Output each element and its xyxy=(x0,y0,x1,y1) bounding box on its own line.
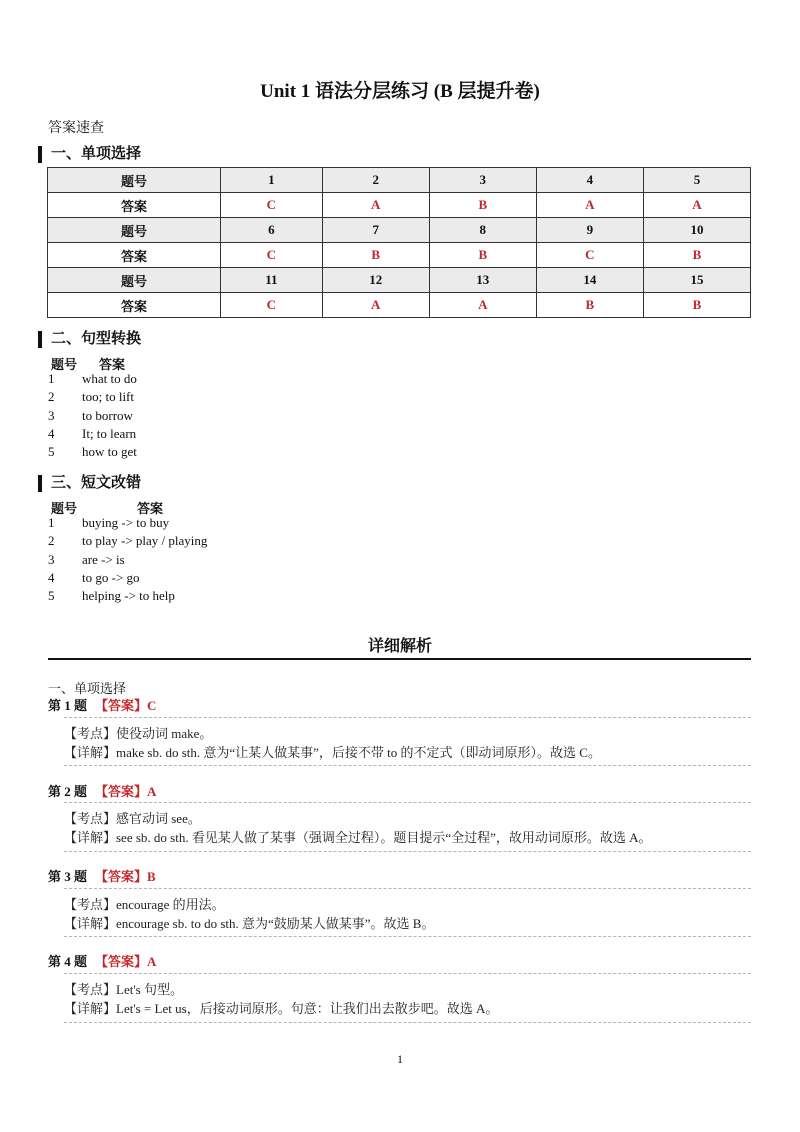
list-item xyxy=(48,443,137,461)
list-item xyxy=(48,388,137,406)
section-heading-error-correction: 三、短文改错 xyxy=(38,475,141,492)
question-point: 【考点】使役动词 make。 xyxy=(64,726,213,741)
answer-cell: C xyxy=(221,243,323,268)
table-row xyxy=(48,168,751,193)
question-explanation: 【详解】Let's = Let us，后接动词原形。句意：让我们出去散步吧。故选 A。 xyxy=(64,1001,499,1016)
list-item xyxy=(48,514,207,532)
question-number-cell: 5 xyxy=(643,168,750,193)
question-number-cell: 15 xyxy=(643,268,750,293)
question-explanation: 【详解】see sb. do sth. 看见某人做了某事（强调全过程）。题目提示“全过程”，故用动词原形。故选 A。 xyxy=(64,830,652,845)
answer-cell: B xyxy=(643,243,750,268)
detailed-explanation-title: 详细解析 xyxy=(367,638,432,655)
table-row xyxy=(48,268,751,293)
question-number-label: 题号 xyxy=(48,268,221,293)
answer-cell: A xyxy=(322,293,429,318)
answer-label: 答案 xyxy=(48,243,221,268)
table-row xyxy=(48,218,751,243)
dashed-divider xyxy=(64,936,751,937)
answer-cell: A xyxy=(643,193,750,218)
question-answer: 【答案】B xyxy=(95,869,156,884)
answer-cell: B xyxy=(429,243,536,268)
dashed-divider xyxy=(64,802,751,803)
item-answer: are -> is xyxy=(82,551,125,567)
list-item xyxy=(48,407,137,425)
item-number: 3 xyxy=(48,407,55,423)
question-answer: 【答案】A xyxy=(95,784,157,799)
error-correction-list xyxy=(48,514,207,605)
item-answer: to play -> play / playing xyxy=(82,533,208,549)
item-number: 3 xyxy=(48,551,55,567)
list-item xyxy=(48,370,137,388)
item-answer: helping -> to help xyxy=(82,588,175,604)
table-row xyxy=(48,193,751,218)
question-number-cell: 14 xyxy=(536,268,643,293)
dashed-divider xyxy=(64,717,751,718)
question-label: 第 1 题 xyxy=(48,698,88,713)
dashed-divider xyxy=(64,973,751,974)
question-point: 【考点】感官动词 see。 xyxy=(64,811,201,826)
question-number-cell: 7 xyxy=(322,218,429,243)
question-number-cell: 12 xyxy=(322,268,429,293)
answer-quick-check-label: 答案速查 xyxy=(48,121,104,136)
dashed-divider xyxy=(64,1022,751,1023)
question-heading xyxy=(48,951,156,970)
page-number: 1 xyxy=(397,1052,403,1066)
table-row xyxy=(48,293,751,318)
section-heading-multiple-choice: 一、单项选择 xyxy=(38,146,141,163)
table-row xyxy=(48,243,751,268)
item-answer: to borrow xyxy=(82,407,133,423)
question-label: 第 4 题 xyxy=(48,954,88,969)
item-answer: too; to lift xyxy=(82,389,134,405)
answer-label: 答案 xyxy=(48,193,221,218)
question-number-cell: 11 xyxy=(221,268,323,293)
question-point: 【考点】Let's 句型。 xyxy=(64,982,183,997)
question-label: 第 2 题 xyxy=(48,784,88,799)
answer-cell: C xyxy=(536,243,643,268)
column-header-answer: 答案 xyxy=(137,501,164,516)
question-heading xyxy=(48,866,156,885)
question-heading xyxy=(48,695,156,714)
divider xyxy=(48,658,751,660)
item-number: 4 xyxy=(48,425,55,441)
item-answer: what to do xyxy=(82,371,137,386)
item-answer: It; to learn xyxy=(82,425,137,441)
answer-cell: B xyxy=(643,293,750,318)
question-heading xyxy=(48,781,156,800)
list-item xyxy=(48,532,207,550)
list-item xyxy=(48,425,137,443)
item-number: 5 xyxy=(48,444,55,460)
item-answer: buying -> to buy xyxy=(82,515,170,530)
column-header-answer: 答案 xyxy=(99,357,126,372)
item-number: 5 xyxy=(48,588,55,604)
question-number-label: 题号 xyxy=(48,218,221,243)
question-number-cell: 1 xyxy=(221,168,323,193)
answer-cell: A xyxy=(429,293,536,318)
item-answer: to go -> go xyxy=(82,569,140,585)
answer-cell: C xyxy=(221,193,323,218)
list-item xyxy=(48,587,207,605)
question-number-cell: 3 xyxy=(429,168,536,193)
question-number-cell: 4 xyxy=(536,168,643,193)
list-item xyxy=(48,551,207,569)
page-title: Unit 1 语法分层练习 (B 层提升卷) xyxy=(260,81,540,102)
question-explanation: 【详解】encourage sb. to do sth. 意为“鼓励某人做某事”。故选 B。 xyxy=(64,916,435,931)
dashed-divider xyxy=(64,765,751,766)
question-answer: 【答案】C xyxy=(95,698,157,713)
section-heading-sentence-transformation: 二、句型转换 xyxy=(38,331,141,348)
question-number-cell: 6 xyxy=(221,218,323,243)
question-label: 第 3 题 xyxy=(48,869,88,884)
question-number-cell: 9 xyxy=(536,218,643,243)
answer-cell: A xyxy=(322,193,429,218)
sentence-transformation-list xyxy=(48,370,137,461)
question-explanation: 【详解】make sb. do sth. 意为“让某人做某事”，后接不带 to 的不定式（即动词原形）。故选 C。 xyxy=(64,745,601,760)
item-number: 1 xyxy=(48,515,55,530)
multiple-choice-answer-table xyxy=(47,167,751,318)
question-number-label: 题号 xyxy=(48,168,221,193)
question-answer: 【答案】A xyxy=(95,954,157,969)
answer-cell: B xyxy=(322,243,429,268)
column-header-number: 题号 xyxy=(51,357,78,372)
column-header-number: 题号 xyxy=(51,501,78,516)
question-number-cell: 8 xyxy=(429,218,536,243)
answer-cell: A xyxy=(536,193,643,218)
dashed-divider xyxy=(64,888,751,889)
item-number: 2 xyxy=(48,389,55,405)
question-number-cell: 2 xyxy=(322,168,429,193)
answer-cell: B xyxy=(536,293,643,318)
answer-cell: C xyxy=(221,293,323,318)
question-number-cell: 10 xyxy=(643,218,750,243)
item-number: 1 xyxy=(48,371,55,386)
item-answer: how to get xyxy=(82,444,137,460)
answer-cell: B xyxy=(429,193,536,218)
question-number-cell: 13 xyxy=(429,268,536,293)
item-number: 2 xyxy=(48,533,55,549)
dashed-divider xyxy=(64,851,751,852)
answer-label: 答案 xyxy=(48,293,221,318)
list-item xyxy=(48,569,207,587)
question-point: 【考点】encourage 的用法。 xyxy=(64,897,225,912)
item-number: 4 xyxy=(48,569,55,585)
detailed-section-subheading: 一、单项选择 xyxy=(48,681,127,696)
